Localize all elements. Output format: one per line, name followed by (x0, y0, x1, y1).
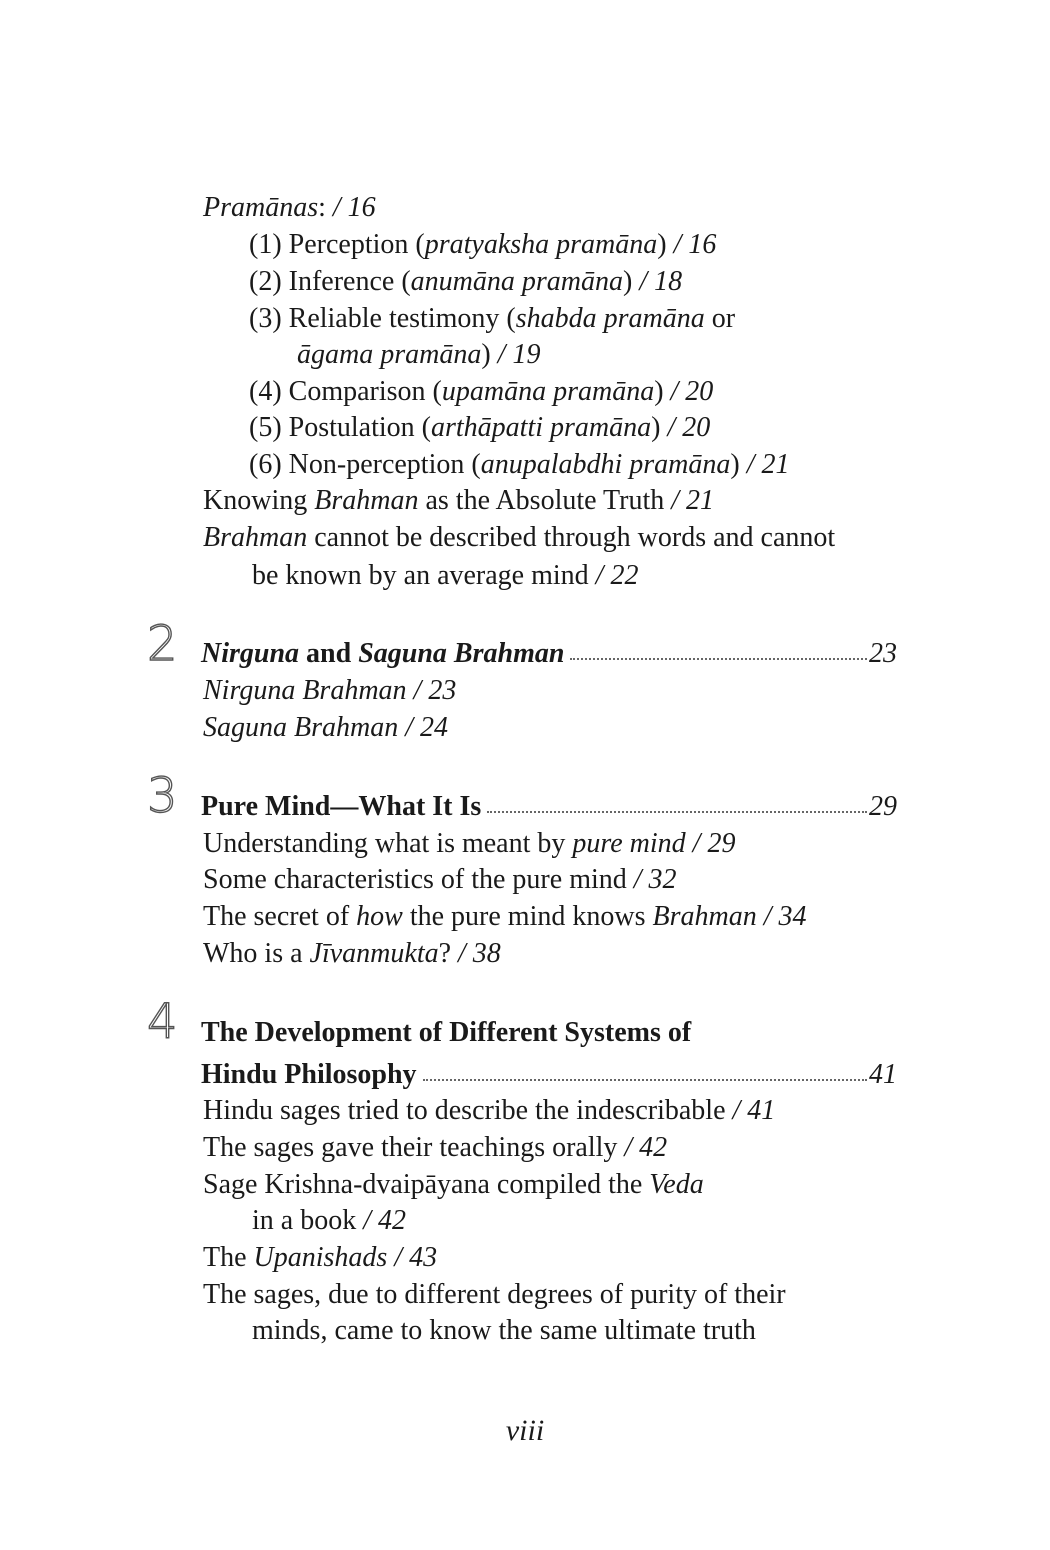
chapter-title-line1: The Development of Different Systems of (201, 1017, 692, 1048)
toc-entry-continuation: minds, came to know the same ultimate truth (252, 1315, 756, 1346)
toc-entry: Understanding what is meant by pure mind / 29 (203, 828, 736, 859)
toc-subentry: (3) Reliable testimony (shabda pramāna or (249, 303, 736, 334)
chapter-page: 23 (869, 638, 897, 669)
chapter-page: 41 (869, 1059, 897, 1090)
toc-subentry: (2) Inference (anumāna pramāna) / 18 (249, 266, 683, 297)
toc-entry: Who is a Jīvanmukta? / 38 (203, 938, 501, 969)
chapter-number: 3 (147, 768, 178, 824)
toc-subentry: (4) Comparison (upamāna pramāna) / 20 (249, 376, 714, 407)
dot-leader (570, 652, 867, 660)
toc-entry: The sages, due to different degrees of purity of their (203, 1279, 786, 1310)
toc-entry-continuation: in a book / 42 (252, 1205, 406, 1236)
chapter-number: 4 (147, 994, 178, 1050)
toc-entry: Saguna Brahman / 24 (203, 712, 449, 743)
toc-entry-continuation: be known by an average mind / 22 (252, 560, 639, 591)
toc-subentry: (6) Non-perception (anupalabdhi pramāna) / 21 (249, 449, 790, 480)
chapter-title: Pure Mind—What It Is 29 (201, 789, 897, 825)
toc-entry: Hindu sages tried to describe the indescribable / 41 (203, 1095, 776, 1126)
chapter-number: 2 (147, 616, 178, 672)
toc-entry: Sage Krishna-dvaipāyana compiled the Veda (203, 1169, 704, 1200)
toc-entry: Nirguna Brahman / 23 (203, 675, 457, 706)
toc-subentry: (5) Postulation (arthāpatti pramāna) / 20 (249, 412, 711, 443)
toc-entry: The secret of how the pure mind knows Brahman / 34 (203, 901, 807, 932)
toc-entry: The sages gave their teachings orally / 42 (203, 1132, 668, 1163)
chapter-page: 29 (869, 791, 897, 822)
toc-subentry-continuation: āgama pramāna) / 19 (297, 339, 541, 370)
page-number: viii (505, 1414, 545, 1447)
toc-entry: Some characteristics of the pure mind / 32 (203, 864, 677, 895)
dot-leader (487, 805, 867, 813)
toc-entry: Knowing Brahman as the Absolute Truth / 21 (203, 485, 715, 516)
toc-subentry: (1) Perception (pratyaksha pramāna) / 16 (249, 229, 717, 260)
toc-entry-pramanas: Pramānas: / 16 (203, 192, 376, 223)
chapter-title: Nirguna and Saguna Brahman 23 (201, 636, 897, 672)
toc-entry: Brahman cannot be described through words and cannot (203, 522, 836, 553)
toc-entry: The Upanishads / 43 (203, 1242, 438, 1273)
chapter-title: Hindu Philosophy 41 (201, 1057, 897, 1093)
dot-leader (423, 1073, 867, 1081)
